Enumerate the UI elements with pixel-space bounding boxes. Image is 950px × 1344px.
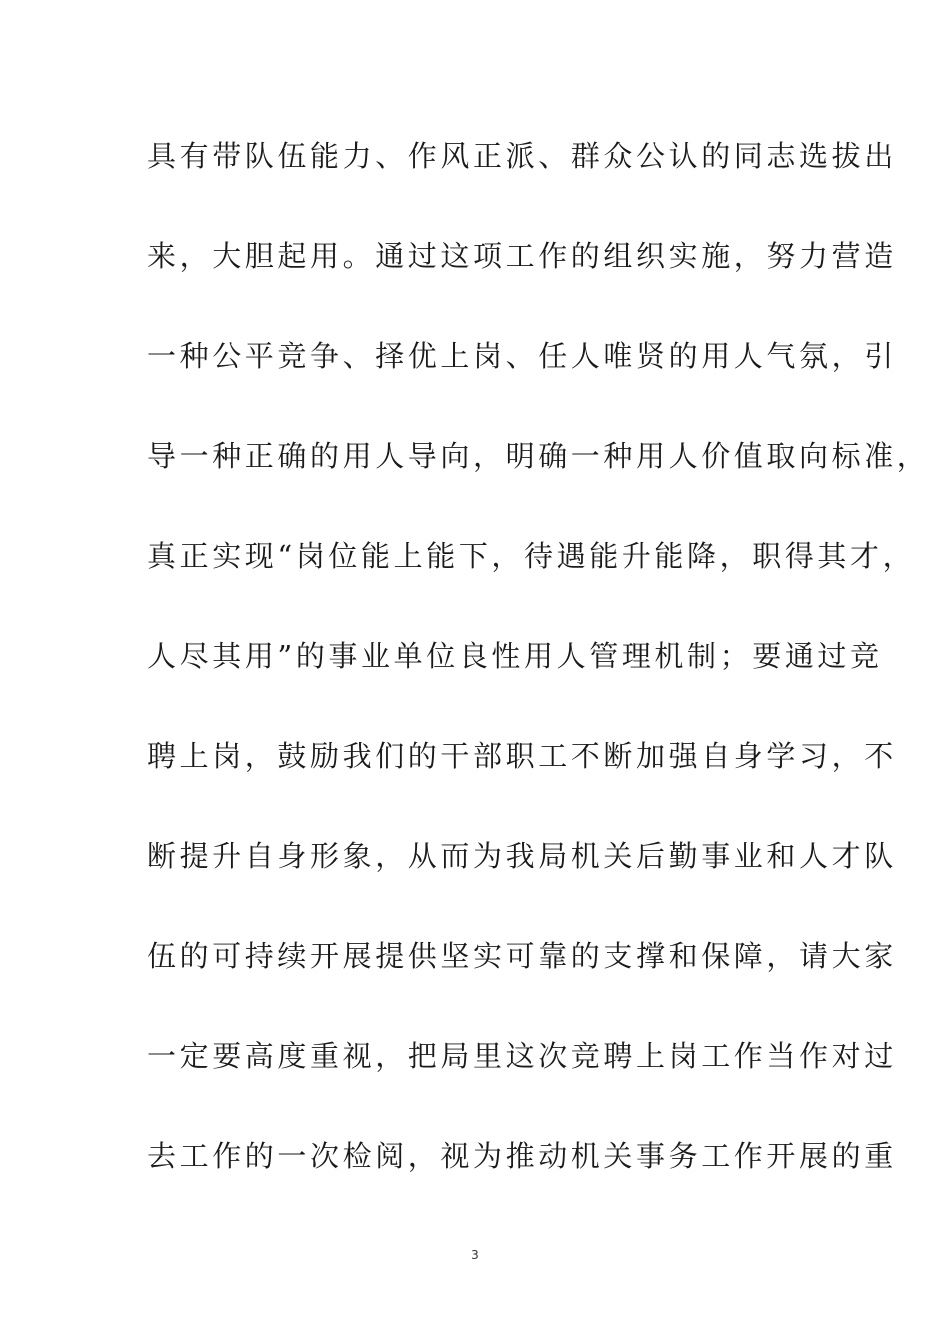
text-line: 具有带队伍能力、作风正派、群众公认的同志选拔出 xyxy=(147,139,897,173)
text-line: 断提升自身形象，从而为我局机关后勤事业和人才队 xyxy=(147,839,897,873)
text-line: 一定要高度重视，把局里这次竞聘上岗工作当作对过 xyxy=(147,1039,897,1073)
text-line: 导一种正确的用人导向，明确一种用人价值取向标准， xyxy=(147,439,930,473)
text-line: 聘上岗，鼓励我们的干部职工不断加强自身学习，不 xyxy=(147,739,897,773)
text-line: 真正实现“岗位能上能下，待遇能升能降，职得其才， xyxy=(147,539,916,573)
text-line: 一种公平竞争、择优上岗、任人唯贤的用人气氛，引 xyxy=(147,339,897,373)
text-line: 人尽其用”的事业单位良性用人管理机制；要通过竞 xyxy=(147,639,883,673)
text-line: 去工作的一次检阅，视为推动机关事务工作开展的重 xyxy=(147,1139,897,1173)
text-line: 伍的可持续开展提供坚实可靠的支撑和保障，请大家 xyxy=(147,939,897,973)
text-line: 来，大胆起用。通过这项工作的组织实施，努力营造 xyxy=(147,239,897,273)
body-text xyxy=(147,130,930,1230)
page-number: 3 xyxy=(471,1248,479,1262)
